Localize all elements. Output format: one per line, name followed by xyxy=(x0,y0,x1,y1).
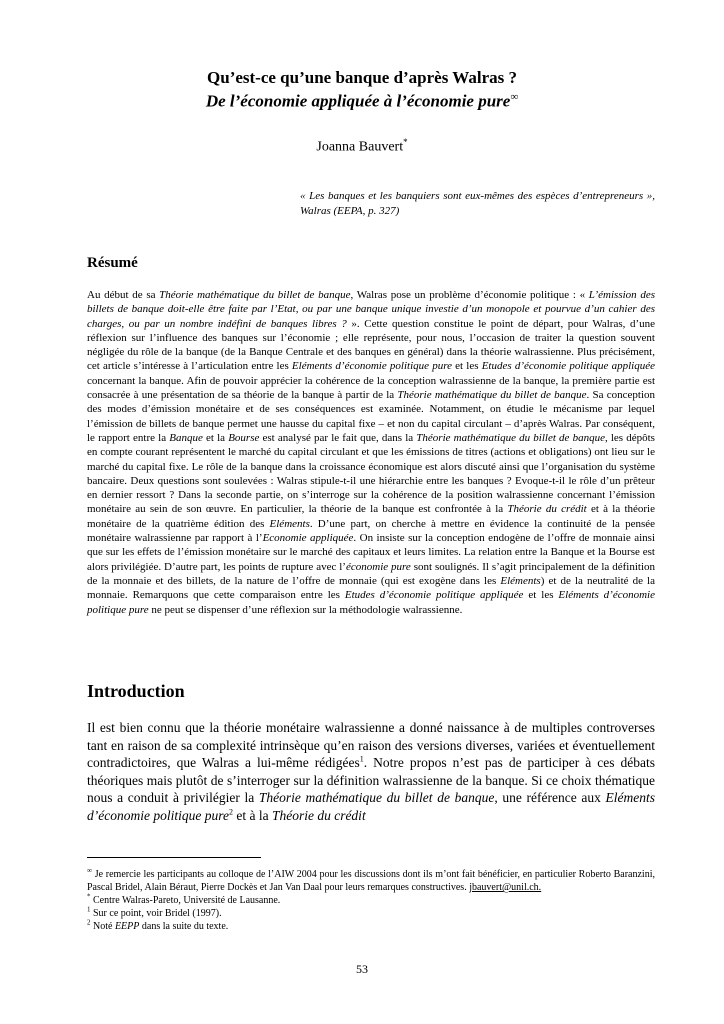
footnote-ref-1[interactable]: 1 xyxy=(359,754,364,764)
introduction-paragraph: Il est bien connu que la théorie monétaire walrassienne a donné naissance à de multiples controverses tant en raison de sa complexité intrinsèque qu’en raison des versions diverses, variées et éventuellement contradictoires, que Walras a lui-même rédigées$^1$. Notre propos n’est pas de participer à ces débats théoriques mais plutôt de s’interroger sur la définition walrassienne de la banque. Si ce choix thématique nous a conduit à privilégier la Théorie mathématique du billet de banque, une référence aux Eléments d’économie politique pure$^2$ et à la Théorie du crédit xyxy=(87,720,656,823)
introduction-heading: Introduction xyxy=(87,681,185,701)
resume-paragraph: Au début de sa Théorie mathématique du billet de banque, Walras pose un problème d’économie politique : « L’émission des billets de banque doit-elle être faite par l’Etat, ou par une banque unique investie d’un monopole et pourvue d’un cahier des charges, ou par un nombre indéfini de banques libres ? ». Cette question constitue le point de départ, pour Walras, d’une réflexion sur l’influence des banques sur l’économie ; elle représente, pour nous, l’occasion de traiter la question souvent négligée du rôle de la banque (de la Banque Centrale et des banques en général) dans la théorie walrassienne. Plus précisément, cet article s’intéresse à l’articulation entre les Eléments d’économie politique pure et les Etudes d’économie politique appliquée concernant la banque. Afin de pouvoir apprécier la cohérence de la conception walrassienne de la banque, la première partie est consacrée à une présentation de sa théorie de la banque à partir de la Théorie mathématique du billet de banque. Sa conception des modes d’émission monétaire et de ses conséquences est examinée. Notamment, on étudie le mécanisme par lequel l’émission de billets de banque permet une hausse du capital fixe – et non du capital circulant – d’après Walras. Par conséquent, le rapport entre la Banque et la Bourse est analysé par le fait que, dans la Théorie mathématique du billet de banque, les dépôts en compte courant représentent le marché du capital circulant et que les émissions de titres (actions et obligations) ont lieu sur le marché du capital fixe. Le rôle de la banque dans la croissance économique est alors discuté ainsi que l’organisation du système bancaire. Deux questions sont soulevées : Walras stipule-t-il une hiérarchie entre les banques ? Evoque-t-il le rôle d’un prêteur en dernier ressort ? Dans la seconde partie, on s’interroge sur la cohérence de la position walrassienne concernant l’émission monétaire au sein de son œuvre. En particulier, la théorie de la banque est confrontée à la Théorie du crédit et à la théorie monétaire de la quatrième édition des Eléments. D’une part, on cherche à mettre en évidence la continuité de la pensée monétaire walrassienne par rapport à l’Economie appliquée. On insiste sur la conception endogène de l’offre de monnaie ainsi que sur les effets de l’émission monétaire sur le marché des capitaux et leurs limites. La relation entre la Banque et la Bourse est alors privilégiée. D’autre part, les points de rupture avec l’économie pure sont soulignés. Il s’agit principalement de la définition de la monnaie et des billets, de la nature de l’offre de monnaie (qui est exogène dans les Eléments) et de la neutralité de la monnaie. Remarquons que cette comparaison entre les Etudes d’économie politique appliquée et les Eléments d’économie politique pure ne peut se dispenser d’une réflexion sur la méthodologie walrassienne. xyxy=(87,289,656,616)
footnote-2: $^2$ Noté EEPP dans la suite du texte. xyxy=(87,918,229,932)
paper-subtitle xyxy=(0,91,724,112)
page-number: 53 xyxy=(356,962,368,976)
author-name: Joanna Bauvert xyxy=(316,139,404,155)
subtitle-footnote-mark[interactable]: ∞ xyxy=(510,91,519,103)
footnotes xyxy=(87,868,655,933)
resume-heading: Résumé xyxy=(87,255,138,271)
footnote-ref-2[interactable]: 2 xyxy=(228,807,233,816)
footnote-separator xyxy=(87,857,261,858)
footnote-1: $^1$ Sur ce point, voir Bridel (1997). xyxy=(87,905,222,919)
author-email-link[interactable]: jbauvert@unil.ch. xyxy=(469,882,542,893)
subtitle-text: De l’économie appliquée à l’économie pure xyxy=(205,91,511,111)
author-line xyxy=(0,137,724,156)
footnote-acknowledgements: ∞ Je remercie les participants au colloque de l’AIW 2004 pour les discussions dont ils m’ont fait bénéficier, en particulier Roberto Baranzini, Pascal Bridel, Alain Béraut, Pierre Dockès et Jan Van Daal pour leurs remarques constructives. jbauvert@unil.ch. xyxy=(87,866,655,893)
footnote-affiliation: * Centre Walras-Pareto, Université de Lausanne. xyxy=(87,892,281,906)
author-footnote-mark[interactable]: * xyxy=(403,137,408,147)
epigraph-quote: « Les banques et les banquiers sont eux-mêmes des espèces d’entrepreneurs », Walras (EEPA, p. 327) xyxy=(300,190,655,217)
paper-title: Qu’est-ce qu’une banque d’après Walras ? xyxy=(207,68,517,87)
